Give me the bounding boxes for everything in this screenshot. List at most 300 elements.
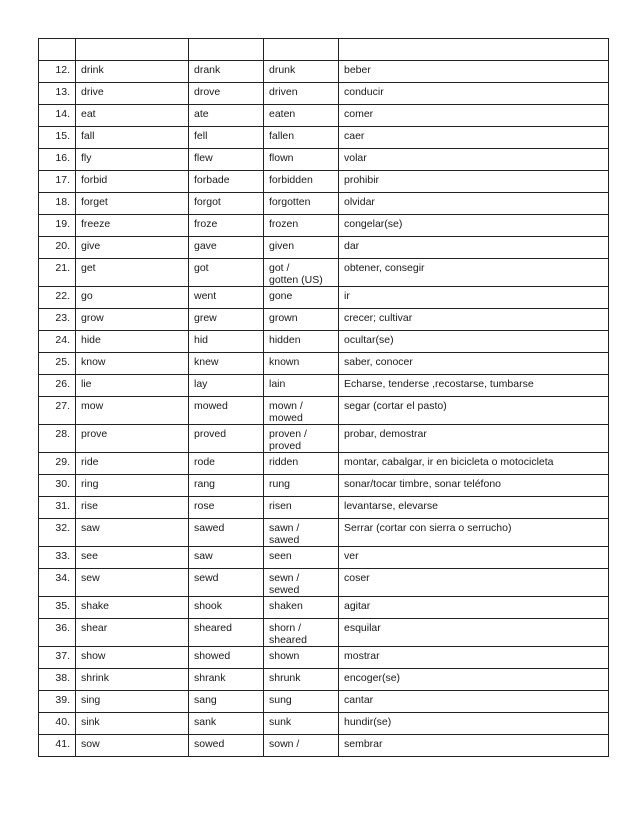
row-number-cell <box>39 149 76 171</box>
past-participle: shorn / <box>269 622 302 634</box>
table-row <box>39 105 609 127</box>
base-form: shrink <box>81 672 110 684</box>
base-form-cell <box>76 331 189 353</box>
table-row <box>39 569 609 597</box>
base-form-cell <box>76 453 189 475</box>
row-number: 13. <box>55 86 70 98</box>
past-participle-cell <box>264 397 339 425</box>
table-row <box>39 215 609 237</box>
past-participle-cell <box>264 353 339 375</box>
row-number: 18. <box>55 196 70 208</box>
row-number-cell <box>39 83 76 105</box>
base-form-cell <box>76 425 189 453</box>
past-participle: sunk <box>269 716 292 728</box>
spanish-translation: mostrar <box>344 650 380 662</box>
spanish-translation: caer <box>344 130 365 142</box>
past-participle-cell <box>264 237 339 259</box>
table-row <box>39 83 609 105</box>
base-form-cell <box>76 193 189 215</box>
row-number: 26. <box>55 378 70 390</box>
base-form: go <box>81 290 93 302</box>
past-simple-cell <box>189 597 264 619</box>
past-participle-cell <box>264 597 339 619</box>
base-form: ride <box>81 456 99 468</box>
table-row <box>39 519 609 547</box>
past-simple: flew <box>194 152 213 164</box>
base-form: lie <box>81 378 92 390</box>
base-form-cell <box>76 713 189 735</box>
past-participle: mown / <box>269 400 303 412</box>
row-number: 14. <box>55 108 70 120</box>
row-number-cell <box>39 309 76 331</box>
base-form-cell <box>76 309 189 331</box>
base-form-cell <box>76 171 189 193</box>
spanish-translation: cantar <box>344 694 374 706</box>
spanish-translation-cell <box>339 259 609 287</box>
row-number: 33. <box>55 550 70 562</box>
past-participle: sewn / <box>269 572 300 584</box>
base-form-cell <box>76 287 189 309</box>
base-form: ring <box>81 478 99 490</box>
past-participle: sawn / <box>269 522 300 534</box>
past-simple-cell <box>189 127 264 149</box>
spanish-translation: prohibir <box>344 174 380 186</box>
past-simple: rose <box>194 500 215 512</box>
row-number: 39. <box>55 694 70 706</box>
past-participle: frozen <box>269 218 299 230</box>
base-form-cell <box>76 597 189 619</box>
base-form-cell <box>76 475 189 497</box>
base-form: grow <box>81 312 104 324</box>
base-form-cell <box>76 259 189 287</box>
row-number: 37. <box>55 650 70 662</box>
past-participle: lain <box>269 378 286 390</box>
spanish-translation-cell <box>339 215 609 237</box>
past-participle-cell <box>264 647 339 669</box>
base-form: sing <box>81 694 101 706</box>
spanish-translation-cell <box>339 375 609 397</box>
base-form: forbid <box>81 174 108 186</box>
base-form-cell <box>76 83 189 105</box>
table-row <box>39 691 609 713</box>
spanish-translation: agitar <box>344 600 371 612</box>
spanish-translation: segar (cortar el pasto) <box>344 400 447 412</box>
past-participle: drunk <box>269 64 296 76</box>
past-simple-cell <box>189 475 264 497</box>
table-row <box>39 475 609 497</box>
past-participle: shrunk <box>269 672 301 684</box>
table-row <box>39 259 609 287</box>
past-participle: shaken <box>269 600 303 612</box>
spanish-translation-cell <box>339 569 609 597</box>
row-number-cell <box>39 735 76 757</box>
past-participle-cell <box>264 287 339 309</box>
past-participle: got / <box>269 262 290 274</box>
past-simple: mowed <box>194 400 228 412</box>
row-number-cell <box>39 397 76 425</box>
past-simple-cell <box>189 237 264 259</box>
table-row <box>39 309 609 331</box>
spanish-translation: congelar(se) <box>344 218 403 230</box>
table-row <box>39 331 609 353</box>
row-number-cell <box>39 475 76 497</box>
past-simple-cell <box>189 259 264 287</box>
past-simple-cell <box>189 375 264 397</box>
row-number: 29. <box>55 456 70 468</box>
spanish-translation: encoger(se) <box>344 672 401 684</box>
spanish-translation-cell <box>339 237 609 259</box>
spanish-translation: hundir(se) <box>344 716 392 728</box>
row-number: 41. <box>55 738 70 750</box>
past-simple-cell <box>189 713 264 735</box>
past-simple-cell <box>189 105 264 127</box>
past-participle: grown <box>269 312 298 324</box>
row-number-cell <box>39 713 76 735</box>
base-form: fly <box>81 152 92 164</box>
spanish-translation: obtener, consegir <box>344 262 425 274</box>
spanish-translation-cell <box>339 61 609 83</box>
base-form: mow <box>81 400 104 412</box>
past-participle-cell <box>264 475 339 497</box>
past-simple: forbade <box>194 174 230 186</box>
table-row <box>39 619 609 647</box>
past-participle: gone <box>269 290 293 302</box>
past-participle-alt: sheared <box>269 634 307 646</box>
spanish-translation-cell <box>339 475 609 497</box>
spanish-translation-cell <box>339 105 609 127</box>
spanish-translation-cell <box>339 353 609 375</box>
past-simple: knew <box>194 356 219 368</box>
table-row <box>39 669 609 691</box>
row-number-cell <box>39 425 76 453</box>
past-participle-cell <box>264 691 339 713</box>
past-participle: fallen <box>269 130 295 142</box>
past-participle-alt: sawed <box>269 534 300 546</box>
past-simple: sewd <box>194 572 219 584</box>
past-participle-cell <box>264 149 339 171</box>
row-number: 21. <box>55 262 70 274</box>
base-form: show <box>81 650 106 662</box>
spanish-translation-cell <box>339 519 609 547</box>
past-participle-cell <box>264 331 339 353</box>
past-participle: ridden <box>269 456 299 468</box>
past-participle-cell <box>264 519 339 547</box>
spanish-translation-cell <box>339 647 609 669</box>
row-number-cell <box>39 519 76 547</box>
base-form: fall <box>81 130 95 142</box>
header-row <box>39 39 609 61</box>
table-row <box>39 375 609 397</box>
base-form-cell <box>76 61 189 83</box>
spanish-translation: ir <box>344 290 350 302</box>
past-simple: sheared <box>194 622 232 634</box>
row-number-cell <box>39 497 76 519</box>
past-participle-cell <box>264 309 339 331</box>
row-number: 15. <box>55 130 70 142</box>
base-form-cell <box>76 647 189 669</box>
table-row <box>39 287 609 309</box>
spanish-translation: coser <box>344 572 370 584</box>
base-form: know <box>81 356 106 368</box>
row-number: 17. <box>55 174 70 186</box>
spanish-translation: montar, cabalgar, ir en bicicleta o motocicleta <box>344 456 554 468</box>
past-simple-cell <box>189 691 264 713</box>
past-simple: saw <box>194 550 213 562</box>
spanish-translation-cell <box>339 287 609 309</box>
table-row <box>39 237 609 259</box>
past-simple-cell <box>189 497 264 519</box>
base-form: shear <box>81 622 108 634</box>
table-row <box>39 547 609 569</box>
spanish-translation-cell <box>339 713 609 735</box>
past-participle-alt: mowed <box>269 412 303 424</box>
row-number: 16. <box>55 152 70 164</box>
spanish-translation: ver <box>344 550 359 562</box>
spanish-translation-cell <box>339 547 609 569</box>
spanish-translation-cell <box>339 149 609 171</box>
past-simple-cell <box>189 215 264 237</box>
past-participle-cell <box>264 171 339 193</box>
past-participle: given <box>269 240 295 252</box>
table-row <box>39 735 609 757</box>
table-row <box>39 127 609 149</box>
row-number-cell <box>39 127 76 149</box>
past-participle: hidden <box>269 334 301 346</box>
row-number: 36. <box>55 622 70 634</box>
table-row <box>39 353 609 375</box>
spanish-translation-cell <box>339 669 609 691</box>
past-participle-cell <box>264 425 339 453</box>
past-simple-cell <box>189 669 264 691</box>
past-participle: forgotten <box>269 196 311 208</box>
past-simple-cell <box>189 83 264 105</box>
spanish-translation: esquilar <box>344 622 381 634</box>
past-simple-cell <box>189 287 264 309</box>
row-number-cell <box>39 105 76 127</box>
spanish-translation-cell <box>339 597 609 619</box>
base-form-cell <box>76 353 189 375</box>
spanish-translation-cell <box>339 619 609 647</box>
past-simple: gave <box>194 240 217 252</box>
base-form: see <box>81 550 98 562</box>
base-form: give <box>81 240 101 252</box>
table-row <box>39 149 609 171</box>
row-number-cell <box>39 453 76 475</box>
table-row <box>39 453 609 475</box>
past-simple: sowed <box>194 738 225 750</box>
past-participle-cell <box>264 193 339 215</box>
spanish-translation: beber <box>344 64 371 76</box>
past-simple: sang <box>194 694 217 706</box>
spanish-translation-cell <box>339 735 609 757</box>
past-simple: showed <box>194 650 231 662</box>
row-number: 23. <box>55 312 70 324</box>
row-number-cell <box>39 353 76 375</box>
past-simple: drove <box>194 86 221 98</box>
base-form: sink <box>81 716 100 728</box>
spanish-translation: probar, demostrar <box>344 428 427 440</box>
past-simple: hid <box>194 334 209 346</box>
base-form-cell <box>76 497 189 519</box>
past-simple-cell <box>189 619 264 647</box>
spanish-translation: conducir <box>344 86 384 98</box>
past-simple-cell <box>189 193 264 215</box>
past-simple: forgot <box>194 196 221 208</box>
spanish-translation: levantarse, elevarse <box>344 500 438 512</box>
row-number: 32. <box>55 522 70 534</box>
past-simple-cell <box>189 519 264 547</box>
base-form: hide <box>81 334 101 346</box>
past-participle-cell <box>264 735 339 757</box>
table-row <box>39 171 609 193</box>
past-simple: got <box>194 262 209 274</box>
spanish-translation: dar <box>344 240 360 252</box>
past-simple: ate <box>194 108 209 120</box>
past-simple-cell <box>189 61 264 83</box>
past-participle-alt: proved <box>269 440 302 452</box>
past-simple: grew <box>194 312 217 324</box>
spanish-translation-cell <box>339 83 609 105</box>
past-simple: rode <box>194 456 216 468</box>
past-participle-cell <box>264 497 339 519</box>
header-cell-spanish <box>339 39 609 61</box>
row-number: 30. <box>55 478 70 490</box>
past-simple: lay <box>194 378 208 390</box>
base-form-cell <box>76 375 189 397</box>
base-form: drink <box>81 64 104 76</box>
row-number-cell <box>39 171 76 193</box>
header-cell-past <box>189 39 264 61</box>
base-form-cell <box>76 397 189 425</box>
spanish-translation: Echarse, tenderse ,recostarse, tumbarse <box>344 378 534 390</box>
past-simple-cell <box>189 547 264 569</box>
past-simple: rang <box>194 478 216 490</box>
past-participle: known <box>269 356 300 368</box>
row-number-cell <box>39 597 76 619</box>
past-simple: froze <box>194 218 218 230</box>
past-participle: rung <box>269 478 291 490</box>
spanish-translation: comer <box>344 108 374 120</box>
row-number: 19. <box>55 218 70 230</box>
verb-table <box>38 38 609 757</box>
past-simple-cell <box>189 453 264 475</box>
base-form-cell <box>76 127 189 149</box>
base-form-cell <box>76 735 189 757</box>
row-number-cell <box>39 259 76 287</box>
base-form: drive <box>81 86 104 98</box>
past-participle-cell <box>264 619 339 647</box>
row-number: 34. <box>55 572 70 584</box>
base-form: forget <box>81 196 108 208</box>
row-number: 25. <box>55 356 70 368</box>
base-form: shake <box>81 600 110 612</box>
base-form: sow <box>81 738 100 750</box>
past-participle-cell <box>264 61 339 83</box>
past-simple: shrank <box>194 672 226 684</box>
base-form-cell <box>76 547 189 569</box>
row-number-cell <box>39 569 76 597</box>
row-number: 38. <box>55 672 70 684</box>
past-simple-cell <box>189 353 264 375</box>
base-form-cell <box>76 105 189 127</box>
past-simple: went <box>194 290 217 302</box>
past-simple: sank <box>194 716 217 728</box>
row-number-cell <box>39 691 76 713</box>
past-participle-cell <box>264 259 339 287</box>
past-participle-cell <box>264 669 339 691</box>
past-simple: fell <box>194 130 208 142</box>
spanish-translation: olvidar <box>344 196 375 208</box>
row-number-cell <box>39 61 76 83</box>
spanish-translation-cell <box>339 453 609 475</box>
past-simple-cell <box>189 171 264 193</box>
spanish-translation-cell <box>339 397 609 425</box>
spanish-translation-cell <box>339 309 609 331</box>
base-form-cell <box>76 619 189 647</box>
past-simple-cell <box>189 309 264 331</box>
spanish-translation: ocultar(se) <box>344 334 394 346</box>
row-number-cell <box>39 237 76 259</box>
past-participle: sown / <box>269 738 300 750</box>
past-simple: proved <box>194 428 227 440</box>
row-number: 31. <box>55 500 70 512</box>
base-form-cell <box>76 569 189 597</box>
spanish-translation-cell <box>339 497 609 519</box>
row-number-cell <box>39 331 76 353</box>
base-form-cell <box>76 237 189 259</box>
row-number: 24. <box>55 334 70 346</box>
row-number: 20. <box>55 240 70 252</box>
row-number: 28. <box>55 428 70 440</box>
row-number-cell <box>39 669 76 691</box>
past-participle-cell <box>264 453 339 475</box>
past-participle: flown <box>269 152 294 164</box>
past-participle-cell <box>264 713 339 735</box>
table-row <box>39 425 609 453</box>
table-row <box>39 647 609 669</box>
past-participle-alt: gotten (US) <box>269 274 323 286</box>
spanish-translation-cell <box>339 425 609 453</box>
spanish-translation-cell <box>339 127 609 149</box>
base-form: prove <box>81 428 108 440</box>
past-simple-cell <box>189 149 264 171</box>
row-number-cell <box>39 619 76 647</box>
base-form: get <box>81 262 96 274</box>
row-number: 27. <box>55 400 70 412</box>
past-participle-cell <box>264 547 339 569</box>
row-number-cell <box>39 647 76 669</box>
base-form: saw <box>81 522 100 534</box>
row-number: 12. <box>55 64 70 76</box>
past-participle: sung <box>269 694 292 706</box>
spanish-translation: crecer; cultivar <box>344 312 413 324</box>
verb-table-body <box>39 39 609 757</box>
spanish-translation-cell <box>339 193 609 215</box>
header-cell-number <box>39 39 76 61</box>
row-number: 22. <box>55 290 70 302</box>
past-simple-cell <box>189 425 264 453</box>
row-number: 35. <box>55 600 70 612</box>
base-form-cell <box>76 691 189 713</box>
spanish-translation: sembrar <box>344 738 383 750</box>
base-form: rise <box>81 500 98 512</box>
past-participle: eaten <box>269 108 296 120</box>
past-simple-cell <box>189 331 264 353</box>
base-form: sew <box>81 572 100 584</box>
header-cell-base <box>76 39 189 61</box>
past-participle-cell <box>264 83 339 105</box>
header-cell-participle <box>264 39 339 61</box>
